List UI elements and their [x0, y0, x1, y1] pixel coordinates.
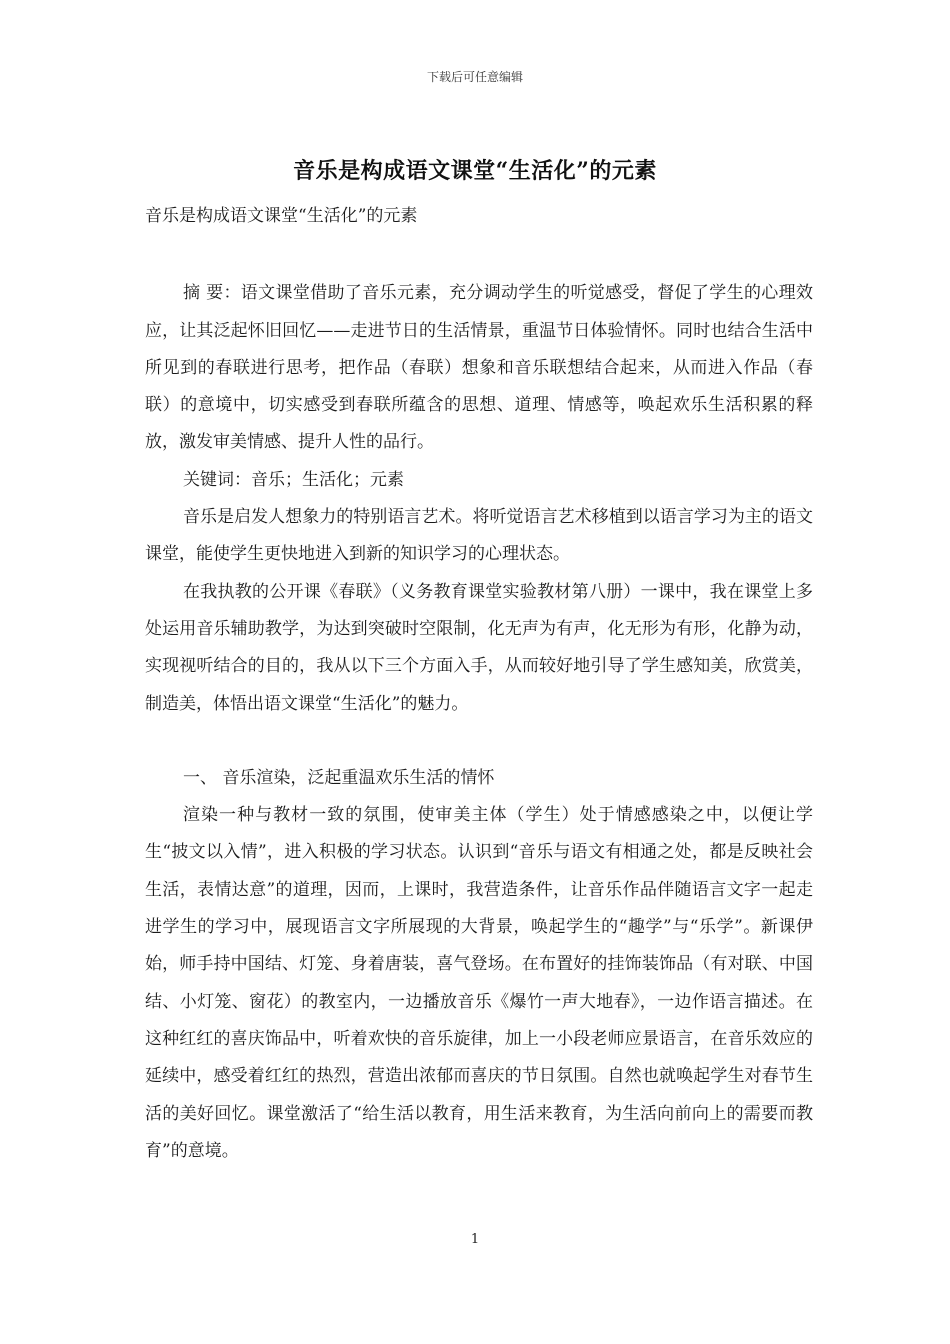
- document-body: [145, 198, 813, 1170]
- document-title: 音乐是构成语文课堂“生活化”的元素: [293, 158, 657, 184]
- section-paragraph: 渲染一种与教材一致的氛围，使审美主体（学生）处于情感感染之中，以便让学生“披文以入情”，进入积极的学习状态。认识到“音乐与语文有相通之处，都是反映社会生活，表情达意”的道理，因而，上课时，我营造条件，让音乐作品伴随语言文字一起走进学生的学习中，展现语言文字所展现的大背景，唤起学生的“趣学”与“乐学”。新课伊始，师手持中国结、灯笼、身着唐装，喜气登场。在布置好的挂饰装饰品（有对联、中国结、小灯笼、窗花）的教室内，一边播放音乐《爆竹一声大地春》，一边作语言描述。在这种红红的喜庆饰品中，听着欢快的音乐旋律，加上一小段老师应景语言，在音乐效应的延续中，感受着红红的热烈，营造出浓郁而喜庆的节日氛围。自然也就唤起学生对春节生活的美好回忆。课堂激活了“给生活以教育，用生活来教育，为生活向前向上的需要而教育”的意境。: [145, 805, 813, 1161]
- page-number: 1: [470, 1232, 480, 1247]
- body-paragraph: 在我执教的公开课《春联》（义务教育课堂实验教材第八册）一课中，我在课堂上多处运用音乐辅助教学，为达到突破时空限制，化无声为有声，化无形为有形，化静为动，实现视听结合的目的，我从以下三个方面入手，从而较好地引导了学生感知美，欣赏美，制造美，体悟出语文课堂“生活化”的魅力。: [145, 581, 813, 714]
- keywords-line: 关键词：音乐；生活化；元素: [183, 469, 404, 490]
- spacer: [145, 723, 813, 760]
- body-paragraph: 音乐是启发人想象力的特别语言艺术。将听觉语言艺术移植到以语言学习为主的语文课堂，能使学生更快地进入到新的知识学习的心理状态。: [145, 507, 813, 565]
- subtitle: 音乐是构成语文课堂“生活化”的元素: [145, 206, 418, 226]
- section-heading: 一、 音乐渲染，泛起重温欢乐生活的情怀: [183, 767, 495, 788]
- spacer: [145, 235, 813, 275]
- abstract-paragraph: 摘 要：语文课堂借助了音乐元素，充分调动学生的听觉感受，督促了学生的心理效应，让其泛起怀旧回忆——走进节日的生活情景，重温节日体验情怀。同时也结合生活中所见到的春联进行思考，把作品（春联）想象和音乐联想结合起来，从而进入作品（春联）的意境中，切实感受到春联所蕴含的思想、道理、情感等，唤起欢乐生活积累的释放，激发审美情感、提升人性的品行。: [145, 283, 813, 453]
- header-note: 下载后可任意编辑: [426, 70, 523, 84]
